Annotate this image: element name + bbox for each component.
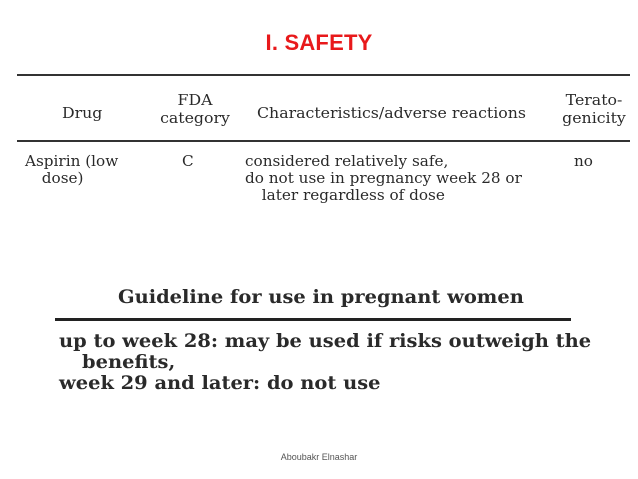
- guideline-rule: [55, 318, 571, 321]
- cell-char-line3: later regardless of dose: [261, 188, 445, 204]
- cell-drug: [25, 154, 151, 188]
- drug-safety-table: [17, 74, 630, 214]
- header-fda-line1: FDA: [177, 91, 213, 109]
- table-top-rule: [17, 74, 630, 76]
- cell-drug-line1: Aspirin (low: [25, 154, 119, 170]
- header-fda-category: [153, 91, 237, 127]
- table-header-rule: [17, 140, 630, 142]
- footer-author: Aboubakr Elnashar: [280, 452, 358, 462]
- header-teratogenicity: [552, 91, 636, 127]
- cell-characteristics: [245, 154, 560, 205]
- guideline-line-2: benefits,: [82, 352, 176, 373]
- cell-fda-category: C: [182, 154, 194, 170]
- cell-teratogenicity: no: [574, 154, 593, 170]
- header-fda-line2: category: [160, 109, 230, 127]
- guideline-line-3: week 29 and later: do not use: [59, 373, 381, 394]
- cell-drug-line2: dose): [41, 171, 84, 187]
- header-characteristics: Characteristics/adverse reactions: [257, 104, 526, 122]
- guideline-block: [55, 283, 592, 403]
- slide-title: I. SAFETY: [265, 30, 373, 55]
- header-terato-line2: genicity: [562, 109, 626, 127]
- header-terato-line1: Terato-: [565, 91, 623, 109]
- guideline-line-1: up to week 28: may be used if risks outweigh the: [59, 331, 592, 352]
- guideline-heading: Guideline for use in pregnant women: [118, 287, 524, 308]
- cell-char-line2: do not use in pregnancy week 28 or: [245, 171, 522, 187]
- cell-char-line1: considered relatively safe,: [245, 154, 449, 170]
- header-drug: Drug: [62, 104, 103, 122]
